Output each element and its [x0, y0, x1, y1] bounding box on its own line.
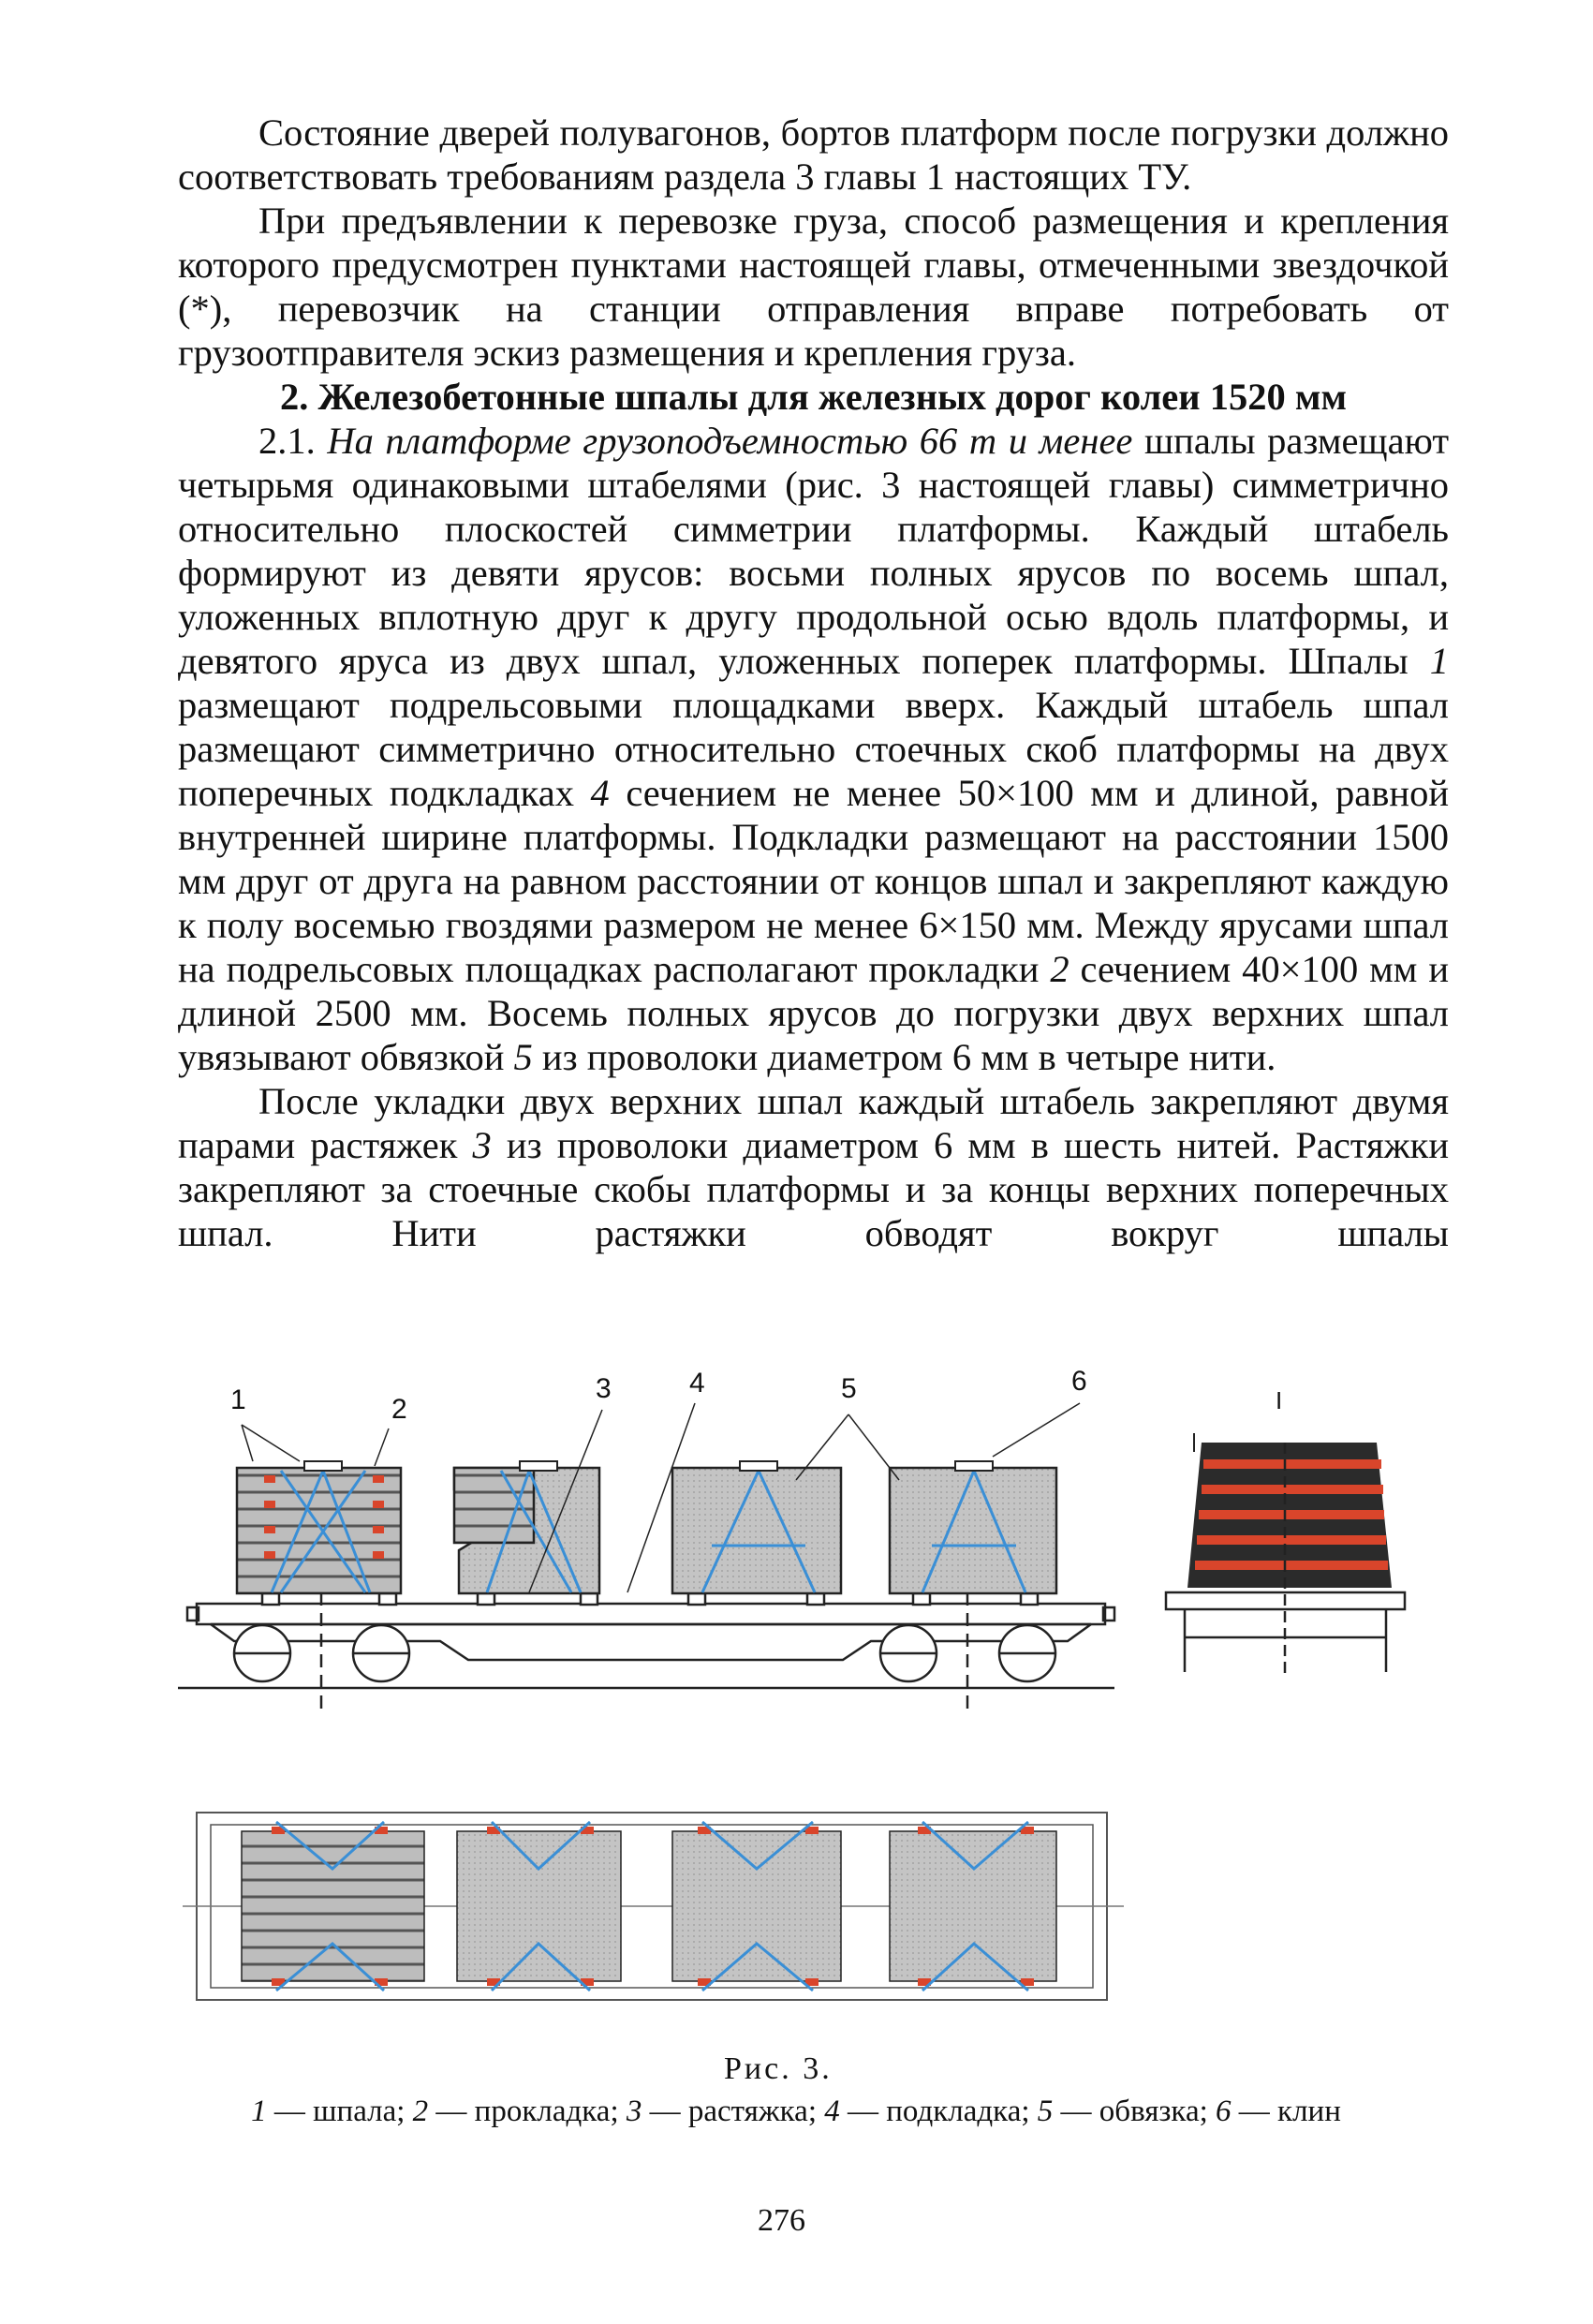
ref-3: 3 [472, 1124, 492, 1166]
callout-4: 4 [689, 1368, 705, 1399]
caption-t5: — обвязка; [1053, 2095, 1217, 2128]
section-heading: 2. Железобетонные шпалы для железных дорог колеи 1520 мм [279, 376, 1348, 418]
caption-t2: — прокладка; [428, 2095, 627, 2128]
clause-text-b: размещают подрельсовыми площадками вверх. Каждый штабель шпал размещают симметрично относительно стоечных скоб платформы на двух поперечных подкладках [178, 684, 1449, 814]
callout-5: 5 [841, 1373, 857, 1404]
caption-t6: — клин [1231, 2095, 1341, 2128]
stack-4 [890, 1468, 1056, 1593]
callout-6: 6 [1071, 1366, 1087, 1397]
caption-n2: 2 [412, 2095, 429, 2128]
clause-italic: На платформе грузоподъемностью 66 т и менее [327, 420, 1133, 462]
caption-n1: 1 [251, 2095, 267, 2128]
side-view [178, 1468, 1114, 1714]
paragraph-sketch-request: При предъявлении к перевозке груза, способ размещения и крепления которого предусмотрен пунктами настоящей главы, отмеченными звездочкой (*), перевозчик на станции отправления вправе потребовать от грузоотправителя эскиз размещения и крепления груза. [178, 200, 1449, 374]
figure-caption [169, 2095, 1423, 2129]
page-number: 276 [758, 2203, 805, 2238]
platform-deck [197, 1604, 1105, 1624]
ref-1: 1 [1429, 640, 1449, 682]
caption-t3: — растяжка; [642, 2095, 825, 2128]
caption-n5: 5 [1037, 2095, 1054, 2128]
caption-n4: 4 [824, 2095, 840, 2128]
caption-t4: — подкладка; [839, 2095, 1038, 2128]
callout-3: 3 [596, 1373, 612, 1404]
clause-number: 2.1. [258, 420, 316, 462]
callout-2: 2 [391, 1394, 407, 1425]
tie-text-a: После укладки двух верхних шпал каждый штабель закрепляют двумя парами растяжек [178, 1080, 1449, 1166]
stack-3 [672, 1468, 841, 1593]
clause-text-d: сечением 40×100 мм и длиной 2500 мм. Восемь полных ярусов до погрузки двух верхних шпал увязывают обвязкой [178, 948, 1449, 1078]
figure-number: Рис. 3. [724, 2051, 833, 2086]
caption-n6: 6 [1216, 2095, 1232, 2128]
end-view [1166, 1433, 1405, 1677]
caption-t1: — шпала; [266, 2095, 413, 2128]
caption-n3: 3 [626, 2095, 642, 2128]
plan-view [183, 1813, 1124, 2000]
ref-2: 2 [1050, 948, 1069, 990]
clause-text-c: сечением не менее 50×100 мм и длиной, равной внутренней ширине платформы. Подкладки размещают на расстоянии 1500 мм друг от друга на равном расстоянии от концов шпал и закрепляют каждую к полу восемью гвоздями размером не менее 6×150 мм. Между ярусами шпал на подрельсовых площадках располагают прокладки [178, 772, 1450, 990]
ref-4: 4 [590, 772, 610, 814]
paragraph-doors: Состояние дверей полувагонов, бортов платформ после погрузки должно соответствовать требованиям раздела 3 главы 1 настоящих ТУ. [178, 111, 1449, 198]
clause-text-e: из проволоки диаметром 6 мм в четыре нити. [532, 1036, 1276, 1078]
tie-text-b: из проволоки диаметром 6 мм в шесть нитей. Растяжки закрепляют за стоечные скобы платформы и за концы верхних поперечных шпал. Нити растяжки обводят вокруг шпалы [178, 1124, 1449, 1254]
ref-5: 5 [513, 1036, 533, 1078]
callout-1: 1 [230, 1384, 246, 1415]
end-view-label: I [1276, 1386, 1283, 1414]
clause-text-a: шпалы размещают четырьмя одинаковыми штабелями (рис. 3 настоящей главы) симметрично относительно плоскостей симметрии платформы. Каждый штабель формируют из девяти ярусов: восьми полных ярусов по восемь шпал, уложенных вплотную друг к другу продольной осью вдоль платформы, и девятого яруса из двух шпал, уложенных поперек платформы. Шпалы [178, 420, 1450, 682]
platform-frame [211, 1624, 1091, 1660]
